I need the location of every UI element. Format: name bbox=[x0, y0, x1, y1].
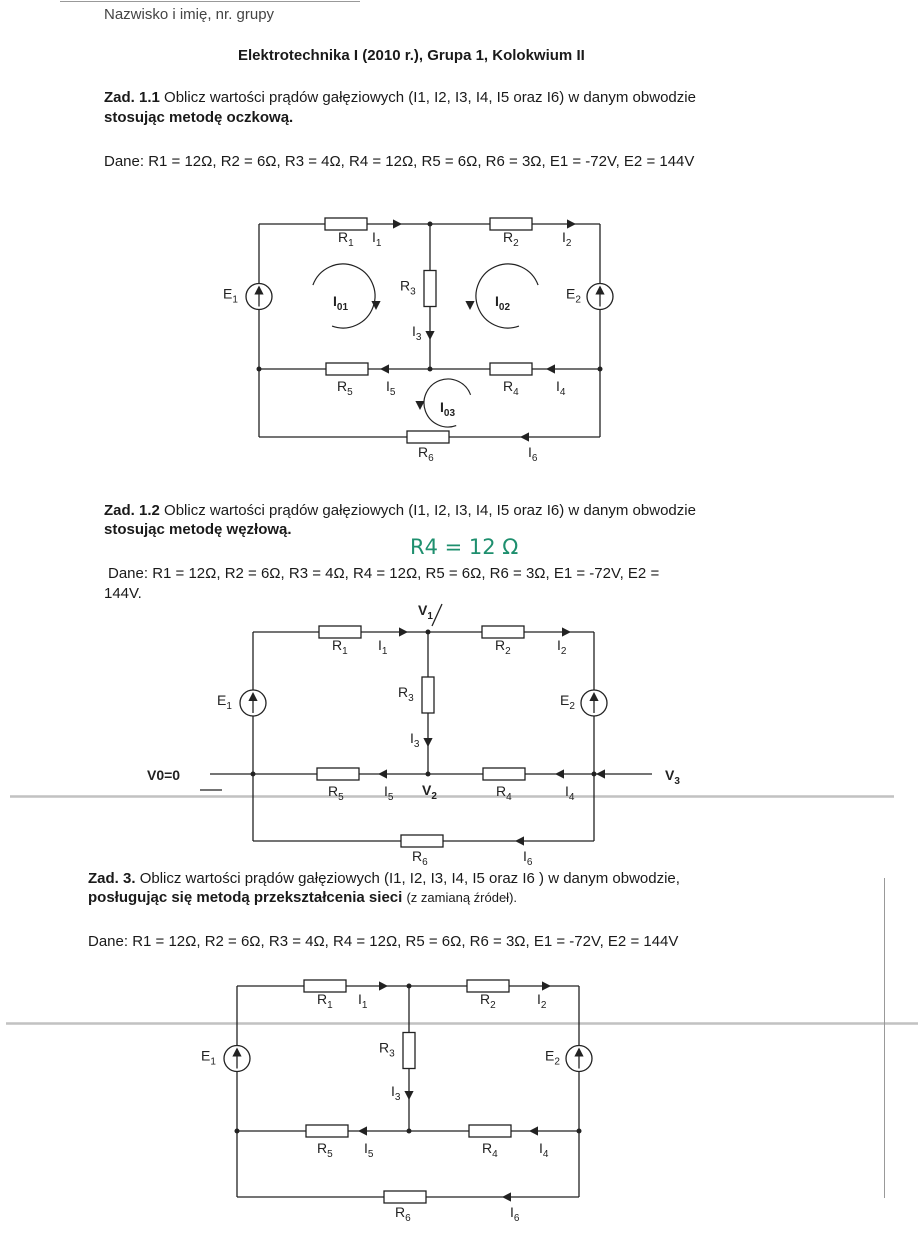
label-r3: $R_3$ bbox=[400, 277, 416, 298]
label-i3: $I_3$ bbox=[412, 323, 422, 343]
resistor-r5 bbox=[306, 1125, 348, 1137]
label-i2: $I_2$ bbox=[562, 229, 572, 249]
label-r1: $R_1$ bbox=[332, 637, 348, 657]
label-i4: $I_4$ bbox=[539, 1140, 549, 1160]
node-dot bbox=[426, 772, 431, 777]
label-e2: $E_2$ bbox=[566, 285, 581, 306]
label-i6: $I_6$ bbox=[510, 1204, 520, 1224]
resistor-r3 bbox=[424, 271, 436, 307]
node-dot bbox=[428, 222, 433, 227]
label-e1: $E_1$ bbox=[223, 285, 238, 306]
node-dot bbox=[598, 367, 603, 372]
label-i1: $I_1$ bbox=[358, 991, 368, 1011]
label-r4: $R_4$ bbox=[496, 783, 512, 803]
resistor-r5 bbox=[317, 768, 359, 780]
current-arrow bbox=[378, 769, 387, 778]
label-i1: $I_1$ bbox=[378, 637, 388, 657]
pointer-v1 bbox=[432, 604, 442, 626]
current-arrow bbox=[404, 1091, 413, 1100]
task2-data-line1: Dane: R1 = 12Ω, R2 = 6Ω, R3 = 4Ω, R4 = 12Ω, R5 = 6Ω, R6 = 3Ω, E1 = -72V, E2 = bbox=[108, 565, 660, 582]
node-dot bbox=[235, 1129, 240, 1134]
label-e2: $E_2$ bbox=[560, 692, 575, 712]
current-arrow bbox=[425, 331, 434, 340]
node-dot bbox=[407, 984, 412, 989]
handwritten-note: R4 = 12 Ω bbox=[410, 535, 519, 559]
task3-text: Oblicz wartości prądów gałęziowych (I1, I2, I3, I4, I5 oraz I6 ) w danym obwodzie, bbox=[139, 870, 680, 887]
label-i2: $I_2$ bbox=[537, 991, 547, 1011]
task3-label: Zad. 3. bbox=[88, 870, 136, 887]
task1-label: Zad. 1.1 bbox=[104, 89, 160, 106]
label-v0: V0=0 bbox=[147, 767, 181, 783]
task3-data: Dane: R1 = 12Ω, R2 = 6Ω, R3 = 4Ω, R4 = 12Ω, R5 = 6Ω, R6 = 3Ω, E1 = -72V, E2 = 144V bbox=[88, 933, 679, 950]
current-arrow bbox=[380, 364, 389, 373]
label-r4: $R_4$ bbox=[482, 1140, 498, 1160]
label-i4: $I_4$ bbox=[556, 378, 566, 398]
label-v2: $V_2$ bbox=[422, 782, 437, 802]
label-v3: $V_3$ bbox=[665, 767, 680, 787]
resistor-r3 bbox=[422, 677, 434, 713]
label-r3: $R_3$ bbox=[398, 684, 414, 704]
label-r5: $R_5$ bbox=[317, 1140, 333, 1160]
mesh-loop-i02 bbox=[476, 264, 538, 328]
node-dot bbox=[407, 1129, 412, 1134]
current-arrow bbox=[379, 981, 388, 990]
node-dot bbox=[426, 630, 431, 635]
label-r6: $R_6$ bbox=[418, 444, 434, 464]
label-r2: $R_2$ bbox=[495, 637, 511, 657]
label-i6: $I_6$ bbox=[523, 848, 533, 868]
resistor-r6 bbox=[407, 431, 449, 443]
label-i5: $I_5$ bbox=[386, 378, 396, 398]
page-title: Elektrotechnika I (2010 r.), Grupa 1, Kolokwium II bbox=[238, 47, 585, 64]
mesh-loop-i01 bbox=[313, 264, 375, 328]
label-r1: $R_1$ bbox=[317, 991, 333, 1011]
current-arrow bbox=[393, 219, 402, 228]
task2-data-line2: 144V. bbox=[104, 585, 142, 602]
current-arrow bbox=[546, 364, 555, 373]
label-i5: $I_5$ bbox=[384, 783, 394, 803]
resistor-r3 bbox=[403, 1033, 415, 1069]
current-arrow bbox=[415, 401, 424, 410]
label-r5: $R_5$ bbox=[337, 378, 353, 398]
node-dot bbox=[257, 367, 262, 372]
label-i03: $I_{03}$ bbox=[440, 399, 456, 419]
current-arrow bbox=[520, 432, 529, 441]
label-e1: $E_1$ bbox=[217, 692, 232, 712]
task1-data: Dane: R1 = 12Ω, R2 = 6Ω, R3 = 4Ω, R4 = 12Ω, R5 = 6Ω, R6 = 3Ω, E1 = -72V, E2 = 144V bbox=[104, 153, 695, 170]
name-line: Nazwisko i imię, nr. grupy bbox=[104, 6, 275, 23]
resistor-r4 bbox=[483, 768, 525, 780]
label-i4: $I_4$ bbox=[565, 783, 575, 803]
current-arrow bbox=[529, 1126, 538, 1135]
current-arrow bbox=[465, 301, 474, 310]
label-i3: $I_3$ bbox=[391, 1083, 401, 1103]
task2-label: Zad. 1.2 bbox=[104, 502, 160, 519]
label-r6: $R_6$ bbox=[395, 1204, 411, 1224]
label-r5: $R_5$ bbox=[328, 783, 344, 803]
current-arrow bbox=[502, 1192, 511, 1201]
resistor-r4 bbox=[490, 363, 532, 375]
label-i3: $I_3$ bbox=[410, 730, 420, 750]
label-r3: $R_3$ bbox=[379, 1039, 395, 1060]
node-dot bbox=[428, 367, 433, 372]
node-dot bbox=[577, 1129, 582, 1134]
label-i1: $I_1$ bbox=[372, 229, 382, 249]
label-i5: $I_5$ bbox=[364, 1140, 374, 1160]
label-i01: $I_{01}$ bbox=[333, 293, 349, 313]
label-i02: $I_{02}$ bbox=[495, 293, 511, 313]
mesh-loop-i03 bbox=[424, 379, 471, 427]
label-v1: $V_1$ bbox=[418, 602, 433, 622]
label-i2: $I_2$ bbox=[557, 637, 567, 657]
label-r2: $R_2$ bbox=[503, 229, 519, 249]
current-arrow bbox=[596, 769, 605, 778]
current-arrow bbox=[542, 981, 551, 990]
task2-method: stosując metodę węzłową. bbox=[104, 521, 292, 538]
current-arrow bbox=[515, 836, 524, 845]
current-arrow bbox=[555, 769, 564, 778]
label-r1: $R_1$ bbox=[338, 229, 354, 249]
task3-method-note: (z zamianą źródeł). bbox=[406, 890, 518, 905]
resistor-r5 bbox=[326, 363, 368, 375]
current-arrow bbox=[567, 219, 576, 228]
resistor-r4 bbox=[469, 1125, 511, 1137]
task1-method: stosując metodę oczkową. bbox=[104, 109, 294, 126]
label-e1: $E_1$ bbox=[201, 1047, 216, 1068]
label-r4: $R_4$ bbox=[503, 378, 519, 398]
label-r6: $R_6$ bbox=[412, 848, 428, 868]
current-arrow bbox=[423, 738, 432, 747]
current-arrow bbox=[399, 627, 408, 636]
task2-text: Oblicz wartości prądów gałęziowych (I1, I2, I3, I4, I5 oraz I6) w danym obwodzie bbox=[164, 502, 696, 519]
resistor-r6 bbox=[384, 1191, 426, 1203]
current-arrow bbox=[358, 1126, 367, 1135]
current-arrow bbox=[562, 627, 571, 636]
label-i6: $I_6$ bbox=[528, 444, 538, 464]
label-r2: $R_2$ bbox=[480, 991, 496, 1011]
task3-method: posługując się metodą przekształcenia sieci bbox=[88, 889, 403, 906]
resistor-r6 bbox=[401, 835, 443, 847]
label-e2: $E_2$ bbox=[545, 1047, 560, 1068]
task1-text: Oblicz wartości prądów gałęziowych (I1, I2, I3, I4, I5 oraz I6) w danym obwodzie bbox=[164, 89, 696, 106]
